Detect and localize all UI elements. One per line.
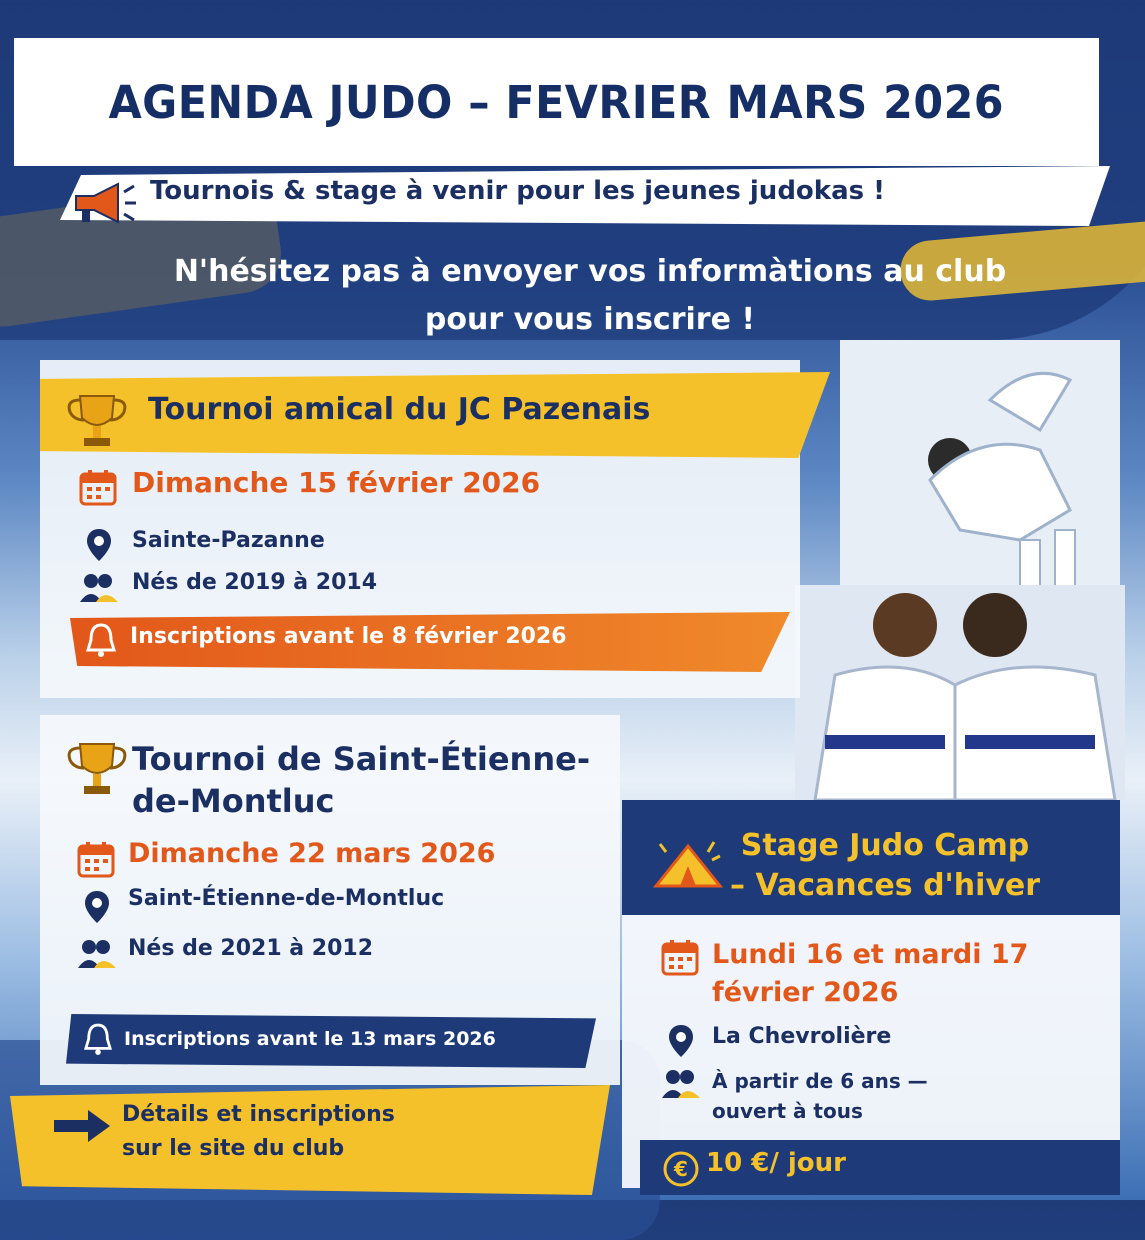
people-icon	[76, 938, 118, 970]
bell-icon	[86, 622, 116, 660]
arrow-right-icon	[52, 1106, 112, 1146]
event2-title-line2: de-Montluc	[132, 782, 335, 820]
judo-throw-illustration	[840, 340, 1120, 600]
location-pin-icon	[84, 890, 110, 924]
event1-deadline: Inscriptions avant le 8 février 2026	[130, 624, 567, 649]
event3-date	[712, 936, 1028, 1012]
event1-title: Tournoi amical du JC Pazenais	[148, 392, 651, 427]
location-pin-icon	[668, 1024, 694, 1058]
event2-title-line1: Tournoi de Saint-Étienne-	[132, 740, 591, 778]
intro-line-2: pour vous inscrire !	[424, 302, 756, 337]
event2-date: Dimanche 22 mars 2026	[128, 838, 496, 869]
svg-text:€: €	[674, 1157, 688, 1181]
euro-coin-icon	[662, 1150, 700, 1188]
calendar-icon	[78, 468, 118, 508]
event3-location: La Chevrolière	[712, 1024, 892, 1049]
trophy-icon	[62, 740, 132, 800]
intro-text	[150, 248, 1030, 344]
details-line2: sur le site du club	[122, 1136, 345, 1161]
event3-ages-line2: ouvert à tous	[712, 1099, 863, 1123]
event3-price: 10 €/ jour	[706, 1148, 846, 1178]
people-icon	[78, 572, 120, 604]
details-line1: Détails et inscriptions	[122, 1102, 395, 1127]
event3-ages	[712, 1066, 928, 1126]
trophy-icon	[62, 392, 132, 452]
details-text[interactable]	[122, 1098, 395, 1166]
tent-icon	[650, 838, 726, 890]
kids-judo-illustration	[795, 585, 1125, 800]
event1-date: Dimanche 15 février 2026	[132, 466, 541, 499]
event2-deadline: Inscriptions avant le 13 mars 2026	[124, 1028, 496, 1050]
event2-title	[132, 738, 590, 822]
title-box	[14, 38, 1099, 166]
page-title: AGENDA JUDO – FEVRIER MARS 2026	[108, 75, 1005, 129]
subtitle: Tournois & stage à venir pour les jeunes judokas !	[150, 176, 886, 206]
event1-location: Sainte-Pazanne	[132, 528, 325, 553]
calendar-icon	[76, 840, 116, 880]
event3-title-line2: – Vacances d'hiver	[730, 868, 1041, 903]
people-icon	[660, 1068, 702, 1100]
event3-title-line1: Stage Judo Camp	[740, 828, 1030, 863]
event3-date-line1: Lundi 16 et mardi 17	[712, 939, 1029, 970]
event1-ages: Nés de 2019 à 2014	[132, 570, 378, 595]
calendar-icon	[660, 938, 700, 978]
event2-location: Saint-Étienne-de-Montluc	[128, 886, 445, 911]
event3-title	[730, 826, 1040, 906]
event2-ages: Nés de 2021 à 2012	[128, 936, 374, 961]
event3-ages-line1: À partir de 6 ans —	[712, 1069, 928, 1093]
location-pin-icon	[86, 528, 112, 562]
intro-line-1: N'hésitez pas à envoyer vos informàtions au club	[173, 254, 1007, 289]
event3-date-line2: février 2026	[712, 977, 899, 1008]
megaphone-icon	[68, 178, 138, 228]
bell-icon	[84, 1022, 112, 1058]
